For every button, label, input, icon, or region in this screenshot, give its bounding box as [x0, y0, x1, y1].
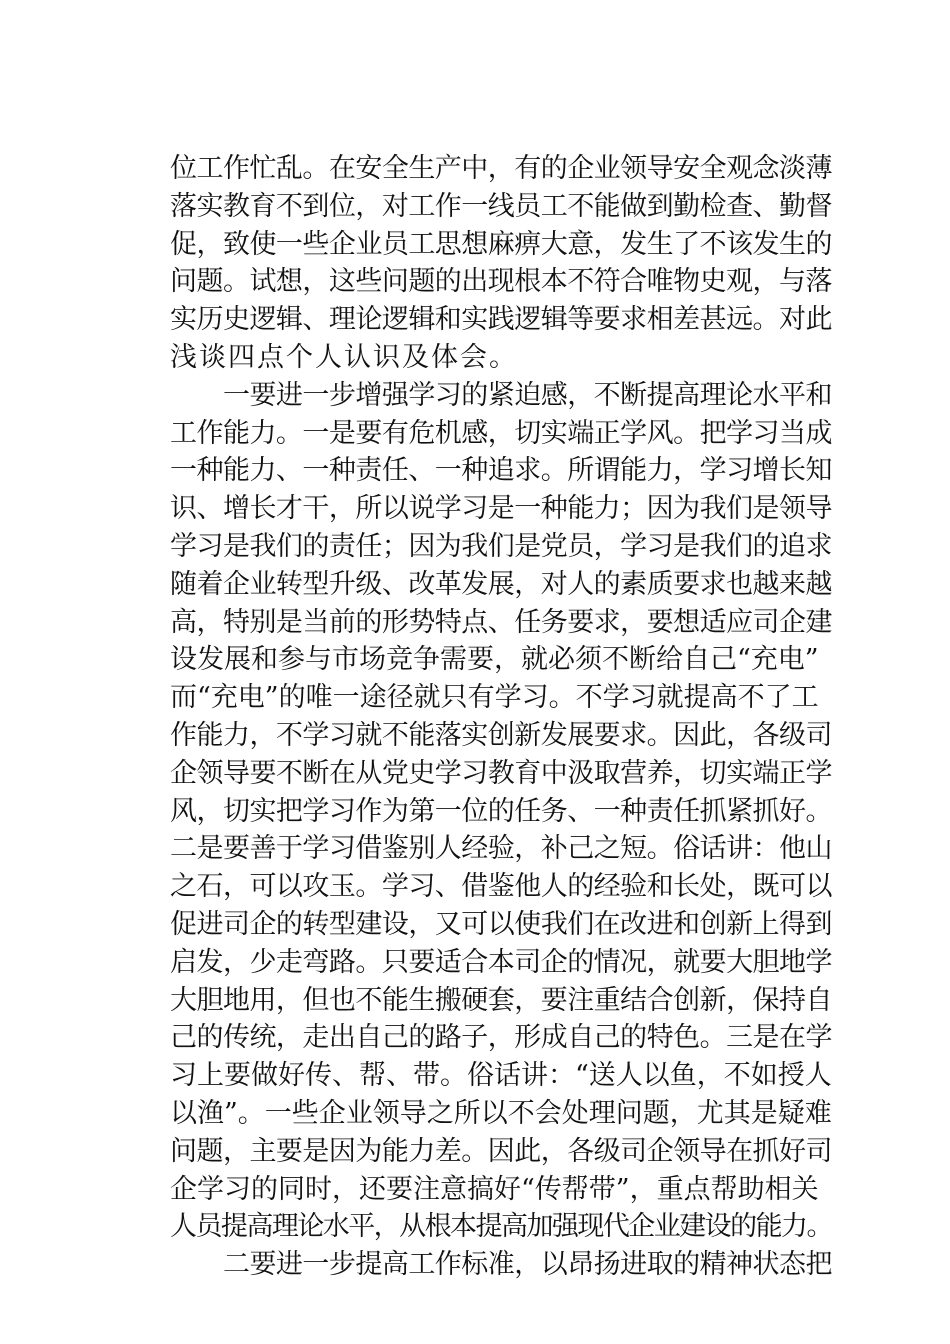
text-line: 一要进一步增强学习的紧迫感，不断提高理论水平和 — [170, 379, 832, 411]
text-line: 问题。试想，这些问题的出现根本不符合唯物史观，与落 — [170, 266, 832, 298]
text-line: 学习是我们的责任；因为我们是党员，学习是我们的追求 — [170, 530, 832, 562]
text-line: 作能力，不学习就不能落实创新发展要求。因此，各级司 — [170, 719, 832, 751]
text-line: 企学习的同时，还要注意搞好“传帮带”，重点帮助相关 — [170, 1173, 819, 1205]
text-line: 以渔”。一些企业领导之所以不会处理问题，尤其是疑难 — [170, 1097, 832, 1129]
text-line: 己的传统，走出自己的路子，形成自己的特色。三是在学 — [170, 1022, 832, 1054]
text-line: 高，特别是当前的形势特点、任务要求，要想适应司企建 — [170, 606, 832, 638]
text-line: 问题，主要是因为能力差。因此，各级司企领导在抓好司 — [170, 1135, 832, 1167]
text-line: 企领导要不断在从党史学习教育中汲取营养，切实端正学 — [170, 757, 832, 789]
text-line: 一种能力、一种责任、一种追求。所谓能力，学习增长知 — [170, 455, 832, 487]
text-line: 风，切实把学习作为第一位的任务、一种责任抓紧抓好。 — [170, 795, 832, 827]
text-line: 促进司企的转型建设，又可以使我们在改进和创新上得到 — [170, 908, 832, 940]
text-line: 促，致使一些企业员工思想麻痹大意，发生了不该发生的 — [170, 228, 832, 260]
text-line: 之石，可以攻玉。学习、借鉴他人的经验和长处，既可以 — [170, 871, 832, 903]
text-line: 浅谈四点个人认识及体会。 — [170, 341, 518, 373]
text-line: 位工作忙乱。在安全生产中，有的企业领导安全观念淡薄 — [170, 153, 832, 184]
text-line: 随着企业转型升级、改革发展，对人的素质要求也越来越 — [170, 568, 832, 600]
text-line: 人员提高理论水平，从根本提高加强现代企业建设的能力。 — [170, 1211, 832, 1243]
text-line: 大胆地用，但也不能生搬硬套，要注重结合创新，保持自 — [170, 984, 832, 1016]
text-line: 而“充电”的唯一途径就只有学习。不学习就提高不了工 — [170, 682, 819, 714]
text-line: 二是要善于学习借鉴别人经验，补己之短。俗话讲：他山 — [170, 833, 832, 865]
text-line: 二要进一步提高工作标准，以昂扬进取的精神状态把 — [170, 1249, 832, 1281]
text-line: 落实教育不到位，对工作一线员工不能做到勤检查、勤督 — [170, 190, 832, 222]
text-line: 实历史逻辑、理论逻辑和实践逻辑等要求相差甚远。对此 — [170, 304, 832, 336]
text-line: 设发展和参与市场竞争需要，就必须不断给自己“充电” — [170, 644, 819, 676]
text-line: 习上要做好传、帮、带。俗话讲：“送人以鱼，不如授人 — [170, 1060, 832, 1092]
text-line: 工作能力。一是要有危机感，切实端正学风。把学习当成 — [170, 417, 832, 449]
body-text — [170, 150, 832, 1284]
text-line: 识、增长才干，所以说学习是一种能力；因为我们是领导 — [170, 493, 832, 525]
text-line: 启发，少走弯路。只要适合本司企的情况，就要大胆地学 — [170, 946, 832, 978]
